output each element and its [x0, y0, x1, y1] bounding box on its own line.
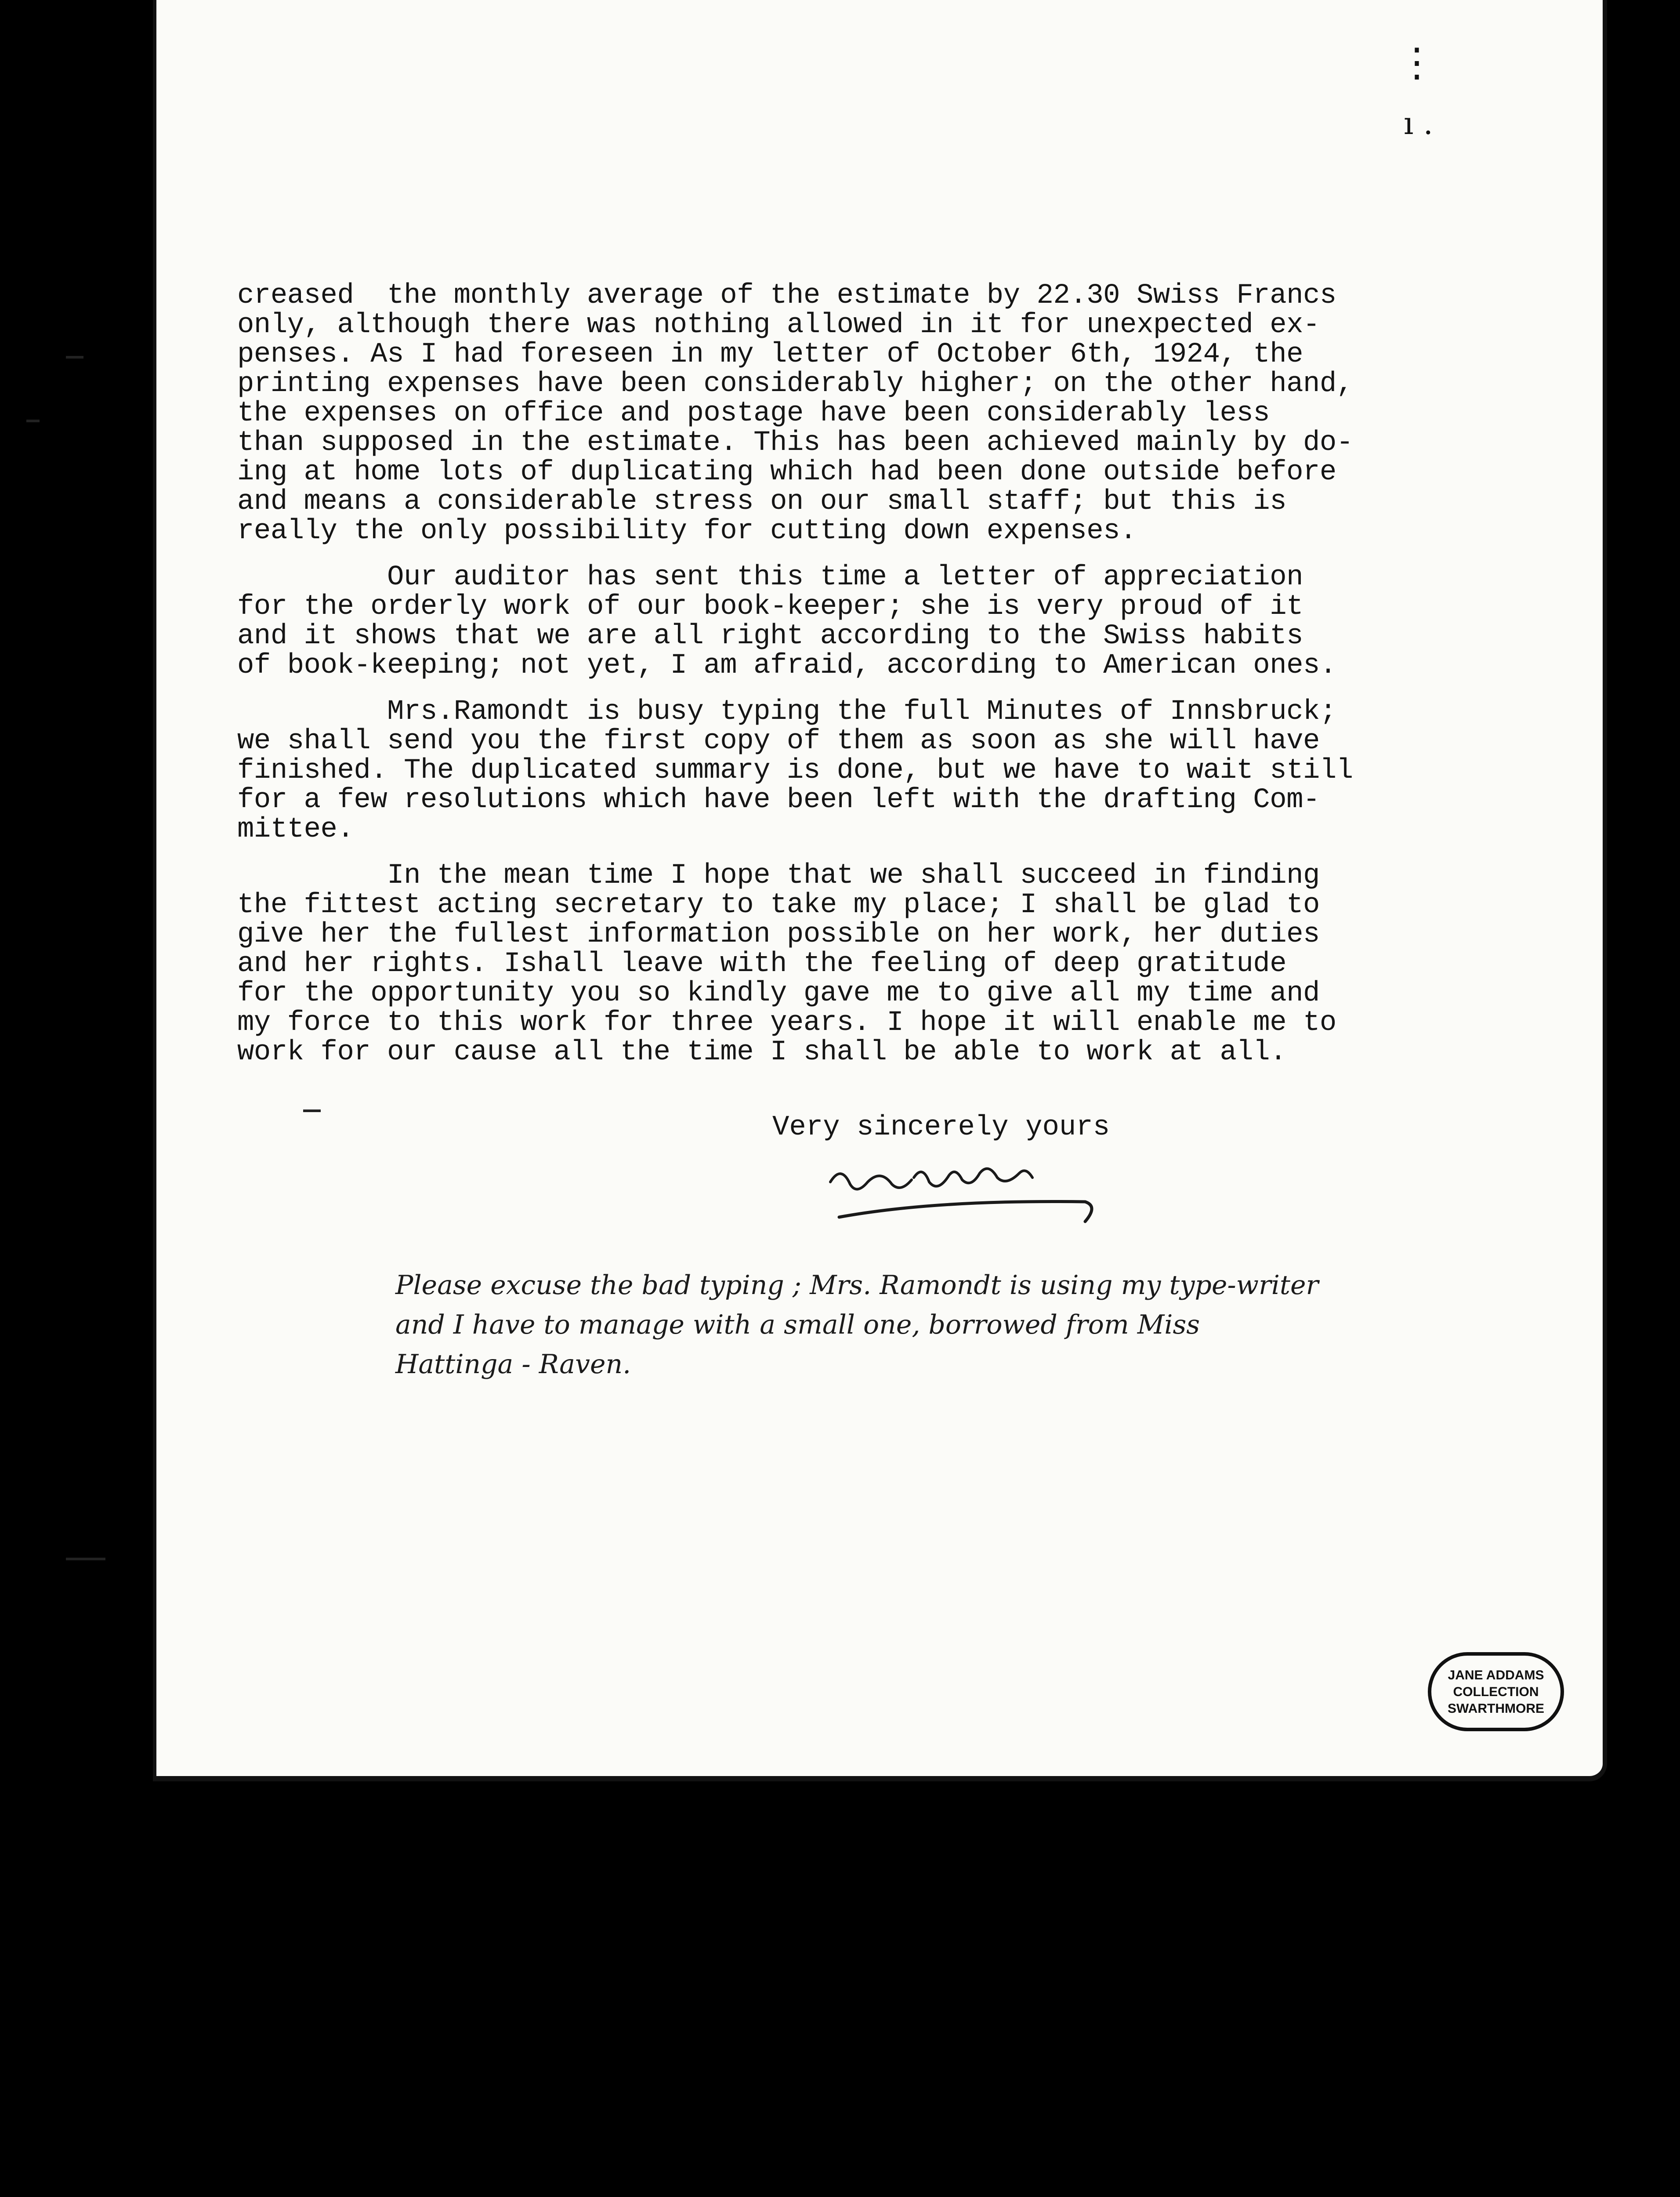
postscript-line: Hattinga - Raven.: [395, 1349, 631, 1380]
text-line: and her rights. Ishall leave with the feeling of deep gratitude: [237, 948, 1287, 980]
letter-body: [237, 281, 1503, 1067]
text-line: than supposed in the estimate. This has been achieved mainly by do-: [237, 427, 1353, 459]
handwritten-postscript: [395, 1265, 1582, 1384]
text-line: creased the monthly average of the estimate by 22.30 Swiss Francs: [237, 280, 1336, 312]
text-line: penses. As I had foreseen in my letter of October 6th, 1924, the: [237, 339, 1303, 370]
text-line: work for our cause all the time I shall be able to work at all.: [237, 1037, 1287, 1068]
margin-tick: [303, 1109, 321, 1112]
archive-stamp: [1428, 1652, 1564, 1731]
text-line: and means a considerable stress on our small staff; but this is: [237, 486, 1287, 518]
paragraph: [237, 861, 1503, 1067]
margin-tick: [26, 420, 40, 422]
text-line: the fittest acting secretary to take my place; I shall be glad to: [237, 889, 1320, 921]
text-line: Mrs.Ramondt is busy typing the full Minutes of Innsbruck;: [237, 696, 1336, 728]
paragraph: [237, 697, 1503, 845]
text-line: ing at home lots of duplicating which had been done outside before: [237, 457, 1336, 488]
text-line: give her the fullest information possible on her work, her duties: [237, 919, 1320, 950]
margin-tick: [66, 1558, 105, 1560]
paragraph: [237, 281, 1503, 546]
handwritten-signature: [822, 1151, 1103, 1239]
stamp-line: COLLECTION: [1453, 1685, 1539, 1699]
text-line: and it shows that we are all right according to the Swiss habits: [237, 620, 1303, 652]
text-line: only, although there was nothing allowed in it for unexpected ex-: [237, 309, 1320, 341]
text-line: of book-keeping; not yet, I am afraid, according to American ones.: [237, 650, 1336, 682]
postscript-line: Please excuse the bad typing ; Mrs. Ramondt is using my type-writer: [395, 1270, 1319, 1301]
text-line: for the orderly work of our book-keeper; she is very proud of it: [237, 591, 1303, 623]
text-line: really the only possibility for cutting down expenses.: [237, 515, 1137, 547]
text-line: finished. The duplicated summary is done, but we have to wait still: [237, 755, 1353, 787]
closing-line: Very sincerely yours: [772, 1112, 1110, 1143]
text-line: printing expenses have been considerably higher; on the other hand,: [237, 368, 1353, 400]
stamp-line: SWARTHMORE: [1448, 1701, 1544, 1716]
margin-tick: [66, 356, 83, 359]
text-line: the expenses on office and postage have been considerably less: [237, 398, 1270, 429]
corner-mark: ı .: [1404, 105, 1433, 141]
paragraph: [237, 563, 1503, 681]
text-line: Our auditor has sent this time a letter of appreciation: [237, 562, 1303, 593]
text-line: mittee.: [237, 814, 354, 845]
text-line: for a few resolutions which have been left with the drafting Com-: [237, 784, 1320, 816]
stamp-line: JANE ADDAMS: [1448, 1668, 1544, 1682]
text-line: we shall send you the first copy of them as soon as she will have: [237, 725, 1320, 757]
postscript-line: and I have to manage with a small one, borrowed from Miss: [395, 1309, 1200, 1340]
text-line: In the mean time I hope that we shall succeed in finding: [237, 860, 1320, 892]
text-line: my force to this work for three years. I hope it will enable me to: [237, 1007, 1336, 1039]
corner-mark: ⋮: [1397, 40, 1437, 86]
text-line: for the opportunity you so kindly gave me to give all my time and: [237, 978, 1320, 1009]
